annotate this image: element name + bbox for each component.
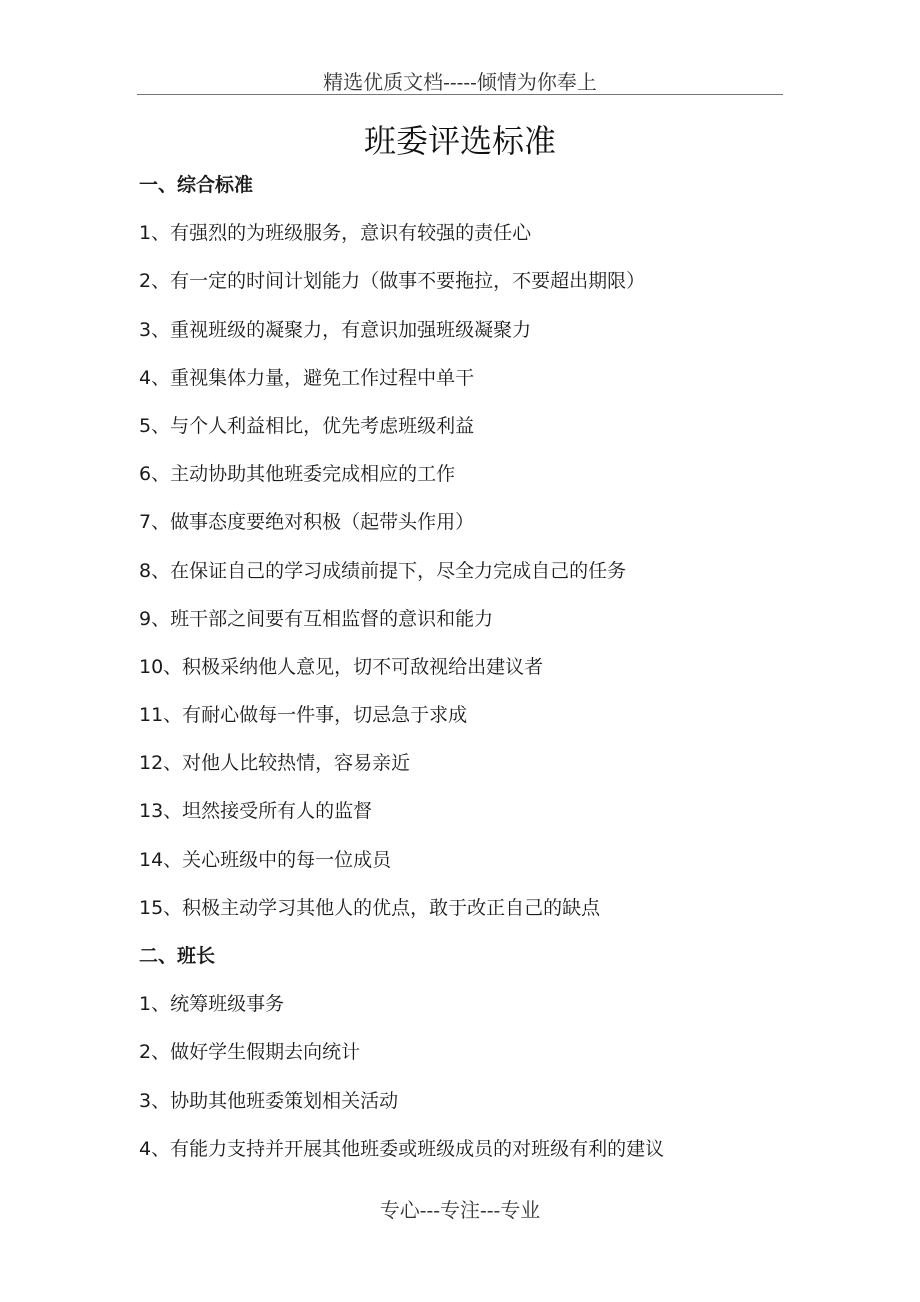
list-item: 10、积极采纳他人意见，切不可敌视给出建议者	[139, 655, 544, 678]
list-item: 1、统筹班级事务	[139, 993, 285, 1016]
list-item: 12、对他人比较热情，容易亲近	[139, 752, 411, 775]
list-item: 1、有强烈的为班级服务，意识有较强的责任心	[139, 222, 532, 245]
list-item: 8、在保证自己的学习成绩前提下，尽全力完成自己的任务	[139, 559, 627, 582]
list-item: 3、协助其他班委策划相关活动	[139, 1089, 399, 1112]
section-heading: 二、班长	[139, 945, 216, 967]
document-title: 班委评选标准	[363, 122, 556, 160]
page-footer: 专心---专注---专业	[379, 1198, 541, 1222]
list-item: 15、积极主动学习其他人的优点，敢于改正自己的缺点	[139, 896, 601, 919]
header-divider	[137, 94, 783, 95]
page-header: 精选优质文档-----倾情为你奉上	[323, 70, 597, 94]
list-item: 4、有能力支持并开展其他班委或班级成员的对班级有利的建议	[139, 1137, 665, 1160]
list-item: 4、重视集体力量，避免工作过程中单干	[139, 366, 475, 389]
list-item: 2、有一定的时间计划能力（做事不要拖拉，不要超出期限）	[139, 270, 646, 293]
section-heading: 一、综合标准	[139, 174, 254, 196]
list-item: 5、与个人利益相比，优先考虑班级利益	[139, 414, 475, 437]
list-item: 7、做事态度要绝对积极（起带头作用）	[139, 511, 475, 534]
list-item: 14、关心班级中的每一位成员	[139, 848, 392, 871]
list-item: 11、有耐心做每一件事，切忌急于求成	[139, 704, 468, 727]
list-item: 3、重视班级的凝聚力，有意识加强班级凝聚力	[139, 318, 532, 341]
list-item: 6、主动协助其他班委完成相应的工作	[139, 463, 456, 486]
list-item: 13、坦然接受所有人的监督	[139, 800, 373, 823]
document-body	[139, 168, 799, 1180]
list-item: 2、做好学生假期去向统计	[139, 1041, 361, 1064]
list-item: 9、班干部之间要有互相监督的意识和能力	[139, 607, 494, 630]
